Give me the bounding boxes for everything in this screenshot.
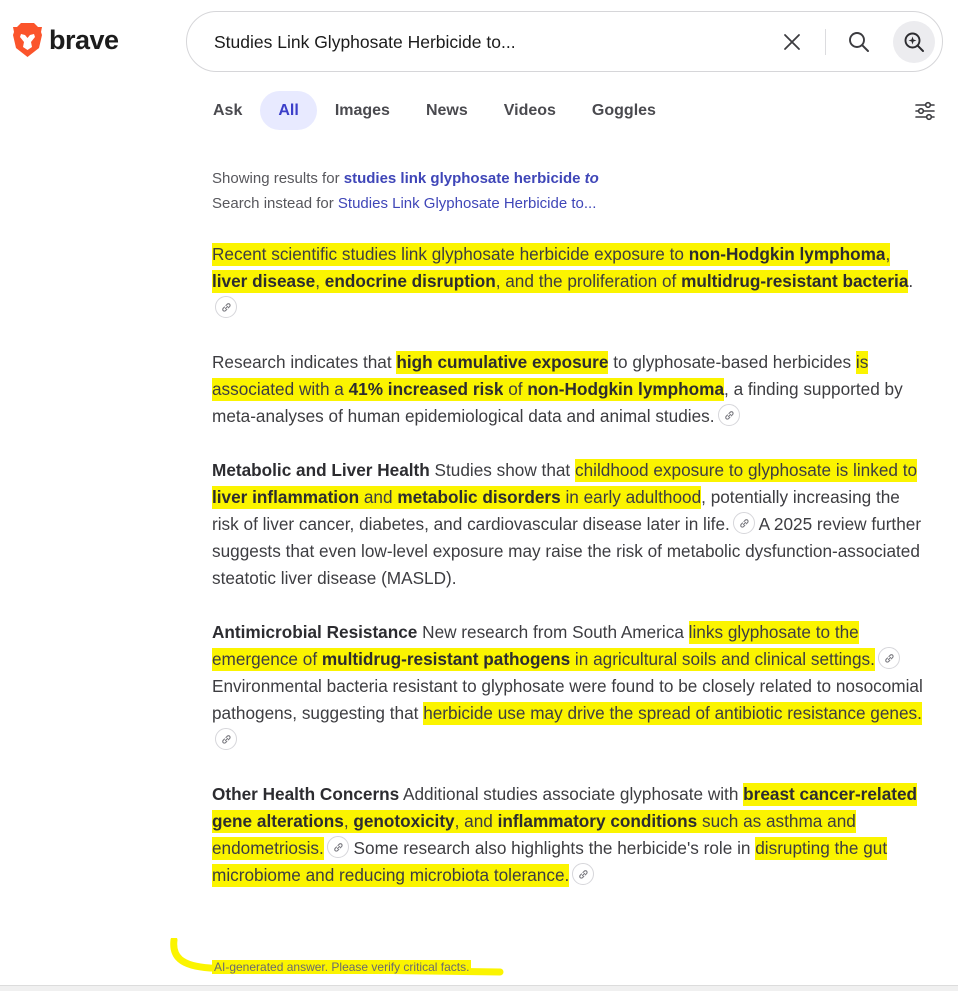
link-icon (884, 653, 895, 664)
text: Research indicates that (212, 352, 397, 372)
bold-text: high cumulative exposure (396, 352, 609, 372)
text: links glyphosate to the emergence of (212, 622, 859, 669)
bold-text: endocrine disruption (324, 271, 496, 291)
showing-results-line (212, 166, 599, 191)
original-query-link[interactable]: Studies Link Glyphosate Herbicide to... (337, 195, 597, 212)
citation-button[interactable] (718, 404, 740, 426)
page-bottom-edge (0, 985, 958, 991)
bold-text: genotoxicity (353, 811, 455, 831)
search-input[interactable]: Studies Link Glyphosate Herbicide to... (214, 32, 516, 52)
text: , (315, 271, 325, 291)
corrected-query: studies link glyphosate herbicide (343, 170, 585, 187)
corrected-query-link[interactable] (344, 170, 599, 187)
link-icon (578, 869, 589, 880)
bold-text: liver disease (212, 271, 316, 291)
bold-text: non-Hodgkin lymphoma (688, 244, 886, 264)
ai-disclaimer: AI-generated answer. Please verify critical facts. (214, 960, 470, 974)
section-heading: Other Health Concerns (212, 784, 400, 804)
bold-text: multidrug-resistant pathogens (321, 649, 571, 669)
text: Studies show that (429, 460, 575, 480)
tab-videos[interactable]: Videos (503, 102, 556, 119)
text: , and the proliferation of (495, 271, 682, 291)
text: and (359, 487, 398, 507)
search-instead-line (212, 191, 599, 216)
text: , (343, 811, 354, 831)
bold-text: inflammatory conditions (497, 811, 698, 831)
search-tabs (197, 91, 674, 130)
text: Recent scientific studies link glyphosate herbicide exposure to (212, 244, 689, 264)
search-box[interactable] (186, 11, 943, 72)
answer-paragraph-metabolic (212, 457, 924, 592)
ai-sparkle-search-icon (902, 30, 926, 54)
text: , a finding supported by meta-analyses of human epidemiological data and animal studies. (212, 379, 903, 426)
citation-button[interactable] (878, 647, 900, 669)
bold-text: 41% increased risk (348, 379, 504, 399)
close-icon (781, 31, 803, 53)
citation-button[interactable] (733, 512, 755, 534)
text: such as asthma and endometriosis. (212, 811, 856, 858)
spelling-suggestion (212, 166, 599, 216)
tab-images[interactable]: Images (334, 102, 390, 119)
link-icon (724, 410, 735, 421)
brave-lion-icon (12, 22, 43, 58)
link-icon (739, 518, 750, 529)
citation-button[interactable] (327, 836, 349, 858)
text: of (503, 379, 528, 399)
text: disrupting the gut microbiome and reducing microbiota tolerance. (212, 838, 888, 885)
answer-paragraph-antimicrobial (212, 619, 924, 754)
bold-text: liver inflammation (212, 487, 360, 507)
text: in agricultural soils and clinical settings. (570, 649, 875, 669)
search-button[interactable] (847, 30, 871, 54)
text: is associated with a (212, 352, 869, 399)
filters-button[interactable] (914, 100, 936, 122)
text: childhood exposure to glyphosate is linked to (575, 460, 918, 480)
section-heading: Antimicrobial Resistance (212, 622, 418, 642)
tab-all[interactable]: All (260, 91, 316, 130)
bold-text: non-Hodgkin lymphoma (527, 379, 725, 399)
tab-ask[interactable]: Ask (213, 102, 243, 119)
text: , and (454, 811, 498, 831)
clear-search-button[interactable] (781, 31, 803, 53)
text: Additional studies associate glyphosate with (399, 784, 744, 804)
text: . (908, 271, 914, 291)
link-icon (221, 302, 232, 313)
bold-text: metabolic disorders (397, 487, 561, 507)
brand-name: brave (49, 24, 119, 55)
answer-paragraph-other (212, 781, 924, 889)
text: , (885, 244, 891, 264)
answer-paragraph-intro (212, 241, 924, 322)
section-heading: Metabolic and Liver Health (212, 460, 430, 480)
tab-news[interactable]: News (425, 102, 468, 119)
citation-button[interactable] (572, 863, 594, 885)
search-icon (847, 30, 871, 54)
text: , potentially increasing the risk of liver cancer, diabetes, and cardiovascular disease later in life. (212, 487, 900, 534)
bold-text: breast cancer-related gene alterations (212, 784, 918, 831)
text: Environmental bacteria resistant to glyphosate were found to be closely related to nosocomial pathogens, suggesting that (212, 676, 923, 723)
text: in early adulthood (560, 487, 702, 507)
text: herbicide use may drive the spread of antibiotic resistance genes. (423, 703, 922, 723)
answer-paragraph-research (212, 349, 924, 430)
text: New research from South America (417, 622, 689, 642)
link-icon (221, 734, 232, 745)
ai-answer (212, 241, 924, 916)
search-divider (825, 29, 826, 55)
brave-logo[interactable] (12, 22, 119, 58)
corrected-query-em: to (584, 170, 599, 187)
text: to glyphosate-based herbicides (608, 352, 856, 372)
text: Some research also highlights the herbicide's role in (348, 838, 756, 858)
citation-button[interactable] (215, 296, 237, 318)
ai-search-button[interactable] (893, 21, 935, 63)
instead-prefix: Search instead for (212, 195, 338, 212)
showing-prefix: Showing results for (212, 170, 344, 187)
text: A 2025 review further suggests that even low-level exposure may raise the risk of metabolic dysfunction-associated steatotic liver disease (MASLD). (212, 514, 922, 588)
bold-text: multidrug-resistant bacteria (681, 271, 909, 291)
tab-goggles[interactable]: Goggles (591, 102, 656, 119)
sliders-icon (914, 100, 936, 122)
link-icon (333, 842, 344, 853)
citation-button[interactable] (215, 728, 237, 750)
